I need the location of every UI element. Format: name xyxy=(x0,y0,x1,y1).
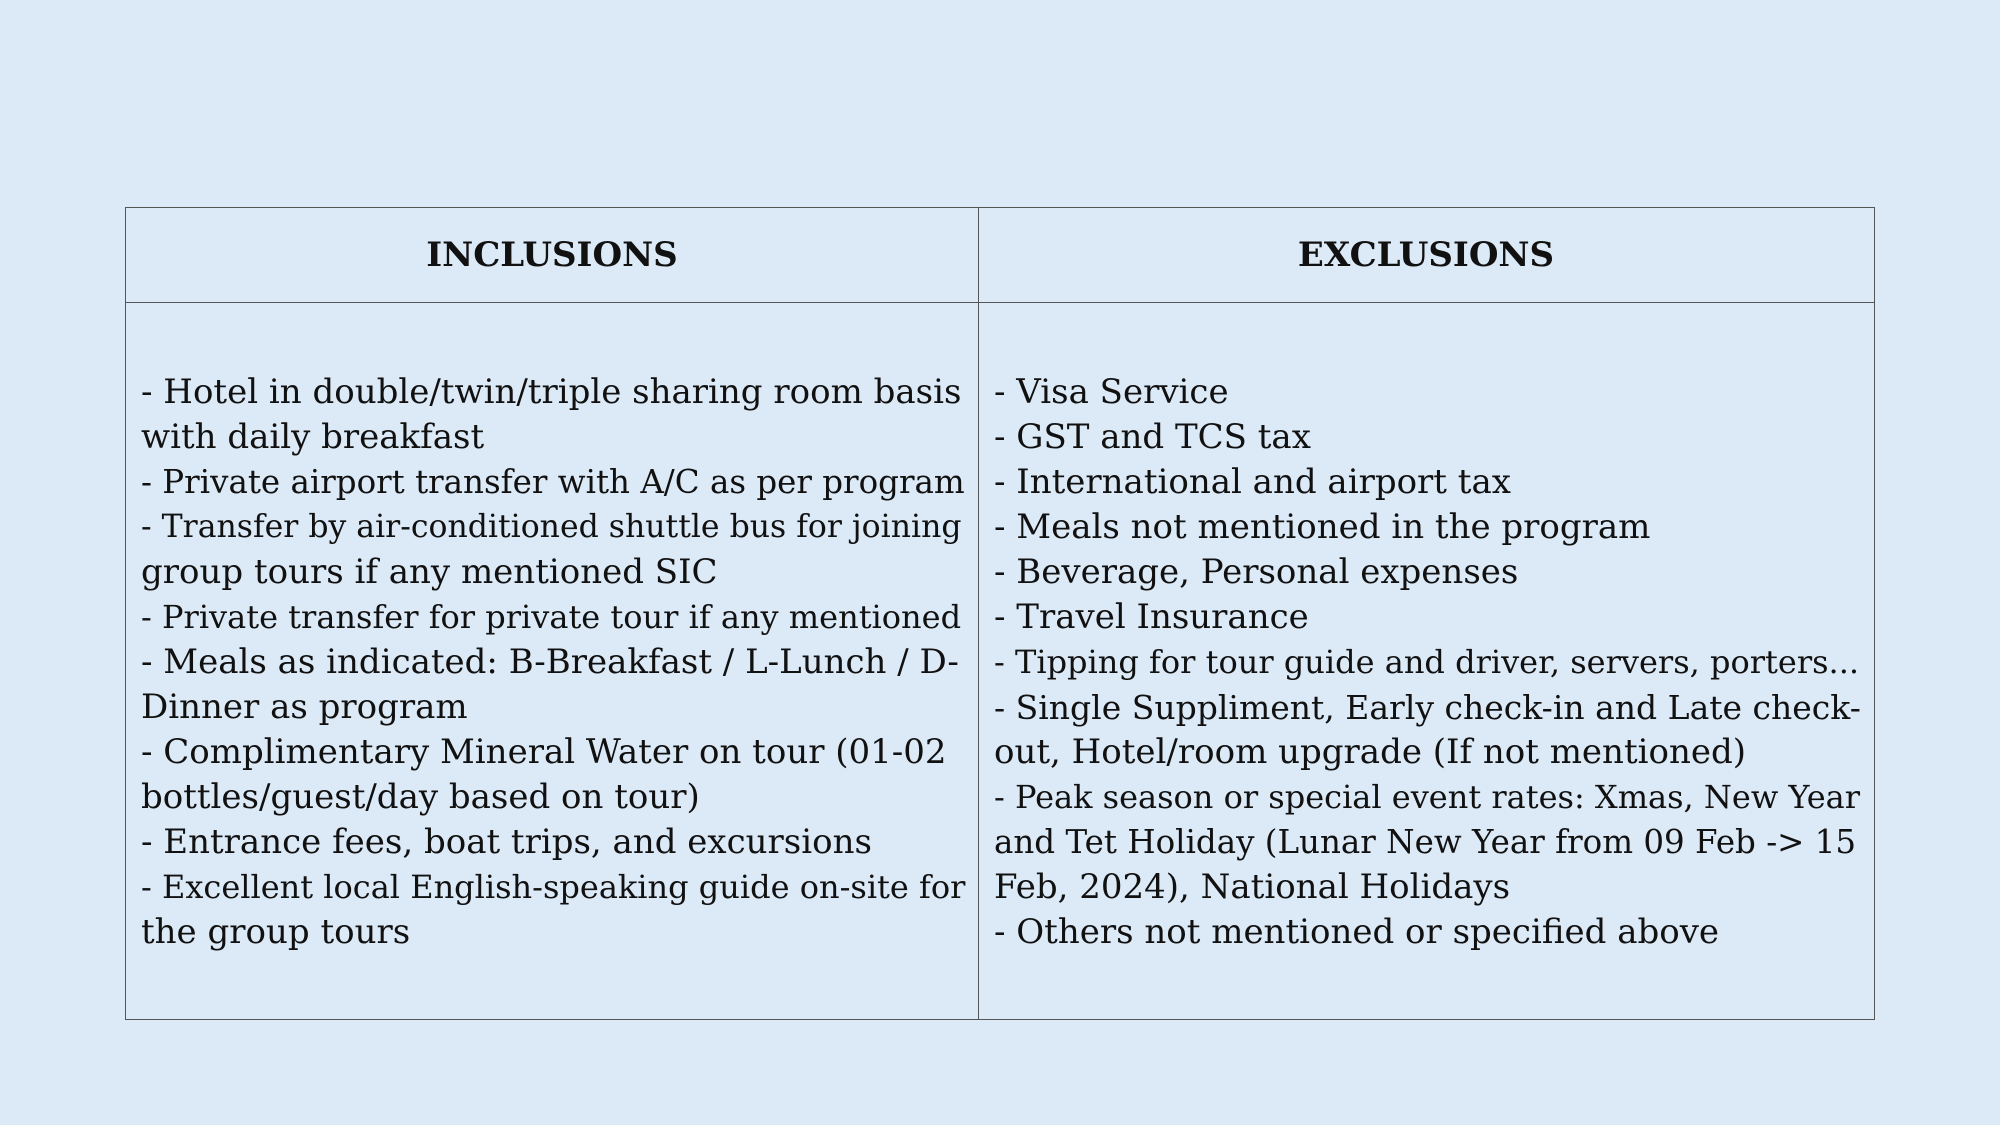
header-divider xyxy=(126,302,1874,303)
column-divider xyxy=(978,208,979,1019)
exclusion-line: - Tipping for tour guide and driver, servers, porters... xyxy=(994,643,1860,681)
inclusions-exclusions-table xyxy=(125,207,1875,1020)
exclusion-line: - Others not mentioned or specified above xyxy=(994,912,1720,952)
inclusion-line: - Excellent local English-speaking guide on-site for xyxy=(141,868,966,906)
exclusion-line: - Travel Insurance xyxy=(994,597,1309,637)
inclusion-line: the group tours xyxy=(141,912,411,952)
exclusion-line: Feb, 2024), National Holidays xyxy=(994,867,1511,907)
inclusion-line: - Hotel in double/twin/triple sharing room basis xyxy=(141,372,962,412)
inclusion-line: - Complimentary Mineral Water on tour (01-02 xyxy=(141,732,947,772)
inclusions-heading: INCLUSIONS xyxy=(426,235,678,275)
exclusions-heading: EXCLUSIONS xyxy=(1297,235,1555,275)
inclusion-line: - Transfer by air-conditioned shuttle bus for joining xyxy=(141,509,962,545)
exclusion-line: out, Hotel/room upgrade (If not mentioned) xyxy=(994,732,1747,772)
inclusion-line: group tours if any mentioned SIC xyxy=(141,552,718,592)
inclusions-list xyxy=(141,370,971,955)
inclusion-line: - Private airport transfer with A/C as per program xyxy=(141,463,965,501)
exclusion-line: - Beverage, Personal expenses xyxy=(994,552,1519,592)
exclusion-line: - Peak season or special event rates: Xmas, New Year xyxy=(994,778,1861,816)
exclusion-line: - GST and TCS tax xyxy=(994,417,1311,457)
inclusion-line: - Private transfer for private tour if any mentioned xyxy=(141,598,962,636)
exclusion-line: - Meals not mentioned in the program xyxy=(994,507,1651,547)
inclusion-line: - Entrance fees, boat trips, and excursions xyxy=(141,822,872,862)
inclusion-line: with daily breakfast xyxy=(141,417,485,457)
exclusion-line: and Tet Holiday (Lunar New Year from 09 Feb -> 15 xyxy=(994,823,1857,861)
exclusions-list xyxy=(994,370,1864,955)
inclusion-line: Dinner as program xyxy=(141,687,468,727)
inclusion-line: bottles/guest/day based on tour) xyxy=(141,777,700,817)
inclusion-line: - Meals as indicated: B-Breakfast / L-Lunch / D- xyxy=(141,642,959,682)
exclusion-line: - Single Suppliment, Early check-in and Late check- xyxy=(994,688,1861,727)
exclusion-line: - International and airport tax xyxy=(994,462,1511,502)
exclusion-line: - Visa Service xyxy=(994,372,1229,412)
